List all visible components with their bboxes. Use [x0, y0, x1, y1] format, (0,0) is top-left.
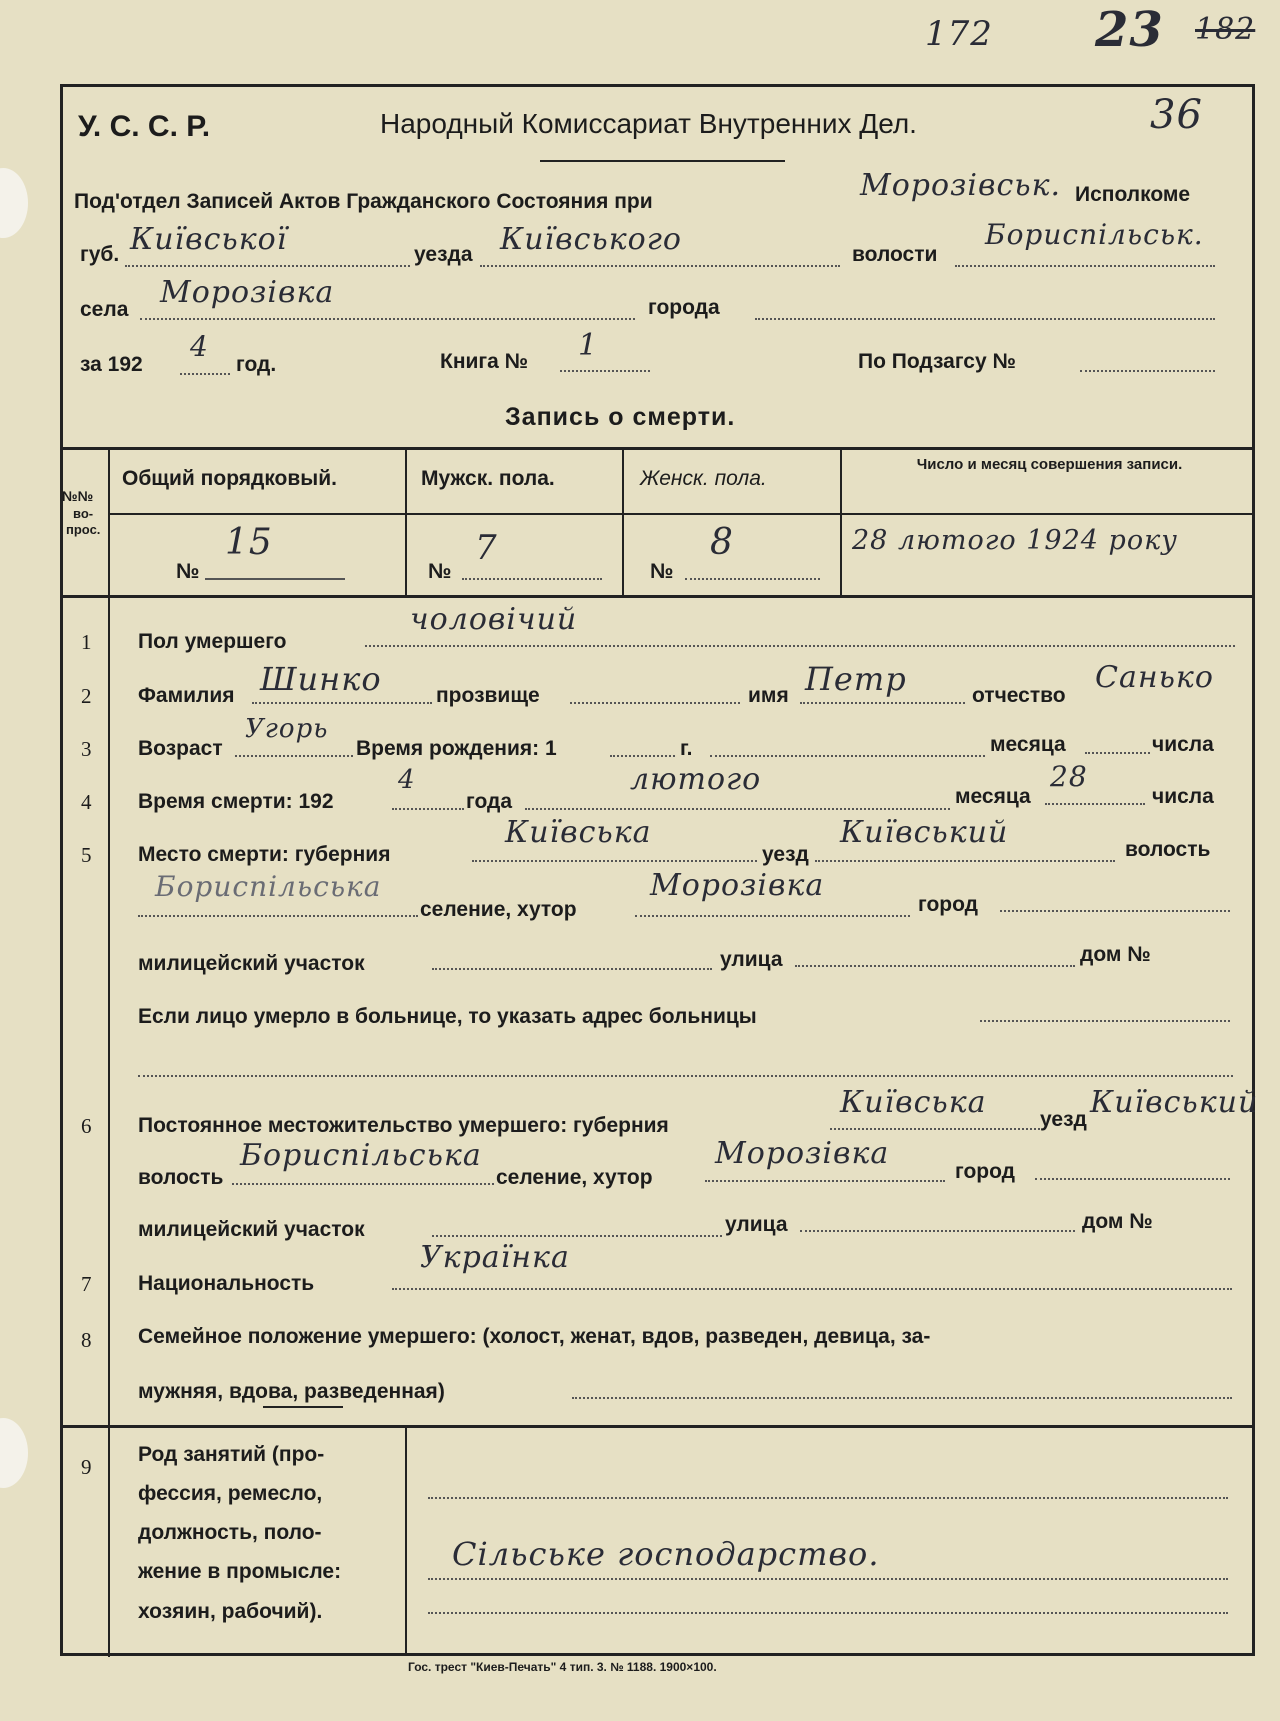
record-date-value: 28 лютого 1924 року	[852, 525, 1178, 556]
row-number: 8	[81, 1328, 92, 1352]
republic-title: У. С. С. Р.	[78, 110, 211, 143]
book-label: Книга №	[440, 350, 529, 373]
death-day-value: 28	[1050, 760, 1088, 793]
archive-number-left: 172	[925, 14, 993, 54]
death-day-label: числа	[1152, 785, 1214, 808]
no-sign-2: №	[428, 560, 452, 583]
row-number: 4	[81, 790, 92, 814]
death-gorod-label: город	[918, 893, 979, 916]
residence-selo-value: Морозівка	[715, 1136, 890, 1171]
year-label: за 192	[80, 353, 143, 376]
selo-label: села	[80, 298, 129, 321]
subdept-label: Под'отдел Записей Актов Гражданского Состояния при	[74, 190, 653, 213]
sex-label: Пол умершего	[138, 630, 287, 653]
god-label: год.	[236, 353, 277, 376]
volost-label: волости	[852, 243, 938, 266]
archive-number-center: 23	[1095, 2, 1164, 58]
col-female: Женск. пола.	[640, 467, 767, 490]
death-selo-label: селение, хутор	[420, 898, 577, 921]
general-number-value: 15	[225, 522, 273, 563]
name-label: имя	[748, 684, 789, 707]
death-time-label: Время смерти: 192	[138, 790, 334, 813]
year-value: 4	[190, 330, 209, 363]
death-year-suffix: года	[466, 790, 513, 813]
residence-gorod-label: город	[955, 1160, 1016, 1183]
death-militia-label: милицейский участок	[138, 952, 365, 975]
surname-value: Шинко	[260, 660, 382, 698]
page-mark: 36	[1150, 92, 1203, 138]
row-number: 3	[81, 737, 92, 761]
uezd-value: Київського	[500, 222, 682, 257]
sex-value: чоловічий	[410, 602, 578, 637]
patronymic-value: Санько	[1095, 660, 1214, 695]
archive-number-right: 182	[1195, 12, 1256, 47]
form-title: Запись о смерти.	[505, 403, 736, 431]
birth-month-label: месяца	[990, 733, 1066, 756]
occupation-label-4: жение в промысле:	[138, 1560, 342, 1583]
birth-year-suffix: г.	[680, 737, 693, 760]
age-value: Угорь	[245, 714, 329, 744]
death-month-value: лютого	[630, 762, 762, 797]
row-number: 5	[81, 843, 92, 867]
col-general-number: Общий порядковый.	[122, 467, 337, 490]
marital-status-label: Семейное положение умершего: (холост, женат, вдов, разведен, девица, за-	[138, 1325, 931, 1348]
residence-gub-value: Київська	[840, 1085, 987, 1120]
death-uezd-label: уезд	[762, 843, 809, 866]
residence-label: Постоянное местожительство умершего: губерния	[138, 1114, 669, 1137]
death-street-label: улица	[720, 948, 783, 971]
nationality-label: Национальность	[138, 1272, 315, 1295]
row-number: 9	[81, 1455, 92, 1479]
commissariat-title: Народный Комиссариат Внутренних Дел.	[380, 108, 917, 139]
residence-uezd-label: уезд	[1040, 1108, 1087, 1131]
occupation-label-5: хозяин, рабочий).	[138, 1600, 323, 1623]
question-label-3: прос.	[66, 522, 101, 537]
death-month-label: месяца	[955, 785, 1031, 808]
residence-militia-label: милицейский участок	[138, 1218, 365, 1241]
hospital-label: Если лицо умерло в больнице, то указать адрес больницы	[138, 1005, 757, 1028]
male-number-value: 7	[475, 528, 498, 568]
occupation-label-3: должность, поло-	[138, 1521, 322, 1544]
death-year-value: 4	[398, 765, 416, 795]
col-male: Мужск. пола.	[421, 467, 555, 490]
death-gub-value: Київська	[505, 815, 652, 850]
podzags-label: По Подзагсу №	[858, 350, 1016, 373]
punch-hole	[0, 1418, 28, 1488]
residence-selo-label: селение, хутор	[496, 1166, 653, 1189]
age-label: Возраст	[138, 737, 223, 760]
residence-uezd-value: Київський	[1090, 1085, 1259, 1120]
name-value: Петр	[805, 660, 907, 698]
row-number: 1	[81, 630, 92, 654]
residence-street-label: улица	[725, 1213, 788, 1236]
volost-value: Бориспільськ.	[985, 218, 1204, 251]
row-number: 2	[81, 684, 92, 708]
no-sign-1: №	[176, 560, 200, 583]
death-selo-value: Морозівка	[650, 868, 825, 903]
death-uezd-value: Київський	[840, 815, 1009, 850]
row-number: 6	[81, 1114, 92, 1138]
printer-footer: Гос. трест "Киев-Печать" 4 тип. 3. № 1188. 1900×100.	[408, 1660, 717, 1674]
question-label-1: №№	[62, 488, 94, 504]
death-volost-value: Бориспільська	[155, 870, 382, 903]
col-date-record: Число и месяц совершения записи.	[916, 456, 1183, 473]
birth-day-label: числа	[1152, 733, 1214, 756]
ispolkom-value: Морозівськ.	[860, 168, 1062, 203]
selo-value: Морозівка	[160, 275, 335, 310]
punch-hole	[0, 168, 28, 238]
question-label-2: во-	[73, 506, 94, 521]
gub-value: Київської	[130, 222, 288, 257]
nickname-label: прозвище	[436, 684, 540, 707]
birth-time-label: Время рождения: 1	[356, 737, 557, 760]
residence-volost-value: Бориспільська	[240, 1138, 482, 1173]
gub-label: губ.	[80, 243, 120, 266]
occupation-label-1: Род занятий (про-	[138, 1443, 325, 1466]
row-number: 7	[81, 1272, 92, 1296]
no-sign-3: №	[650, 560, 674, 583]
gorod-label: города	[648, 296, 720, 319]
occupation-value: Сільське господарство.	[452, 1535, 880, 1573]
residence-volost-label: волость	[138, 1166, 224, 1189]
uezd-label: уезда	[414, 243, 473, 266]
death-volost-label: волость	[1125, 838, 1211, 861]
vdova-underline	[263, 1406, 343, 1408]
ispolkom-label: Исполкоме	[1075, 183, 1191, 206]
female-number-value: 8	[710, 522, 734, 563]
patronymic-label: отчество	[972, 684, 1066, 707]
surname-label: Фамилия	[138, 684, 235, 707]
residence-house-label: дом №	[1082, 1210, 1153, 1233]
book-value: 1	[578, 328, 599, 363]
occupation-label-2: фессия, ремесло,	[138, 1482, 323, 1505]
nationality-value: Українка	[420, 1240, 570, 1275]
death-house-label: дом №	[1080, 943, 1151, 966]
marital-status-label-2: мужняя, вдова, разведенная)	[138, 1380, 445, 1403]
death-place-label: Место смерти: губерния	[138, 843, 391, 866]
